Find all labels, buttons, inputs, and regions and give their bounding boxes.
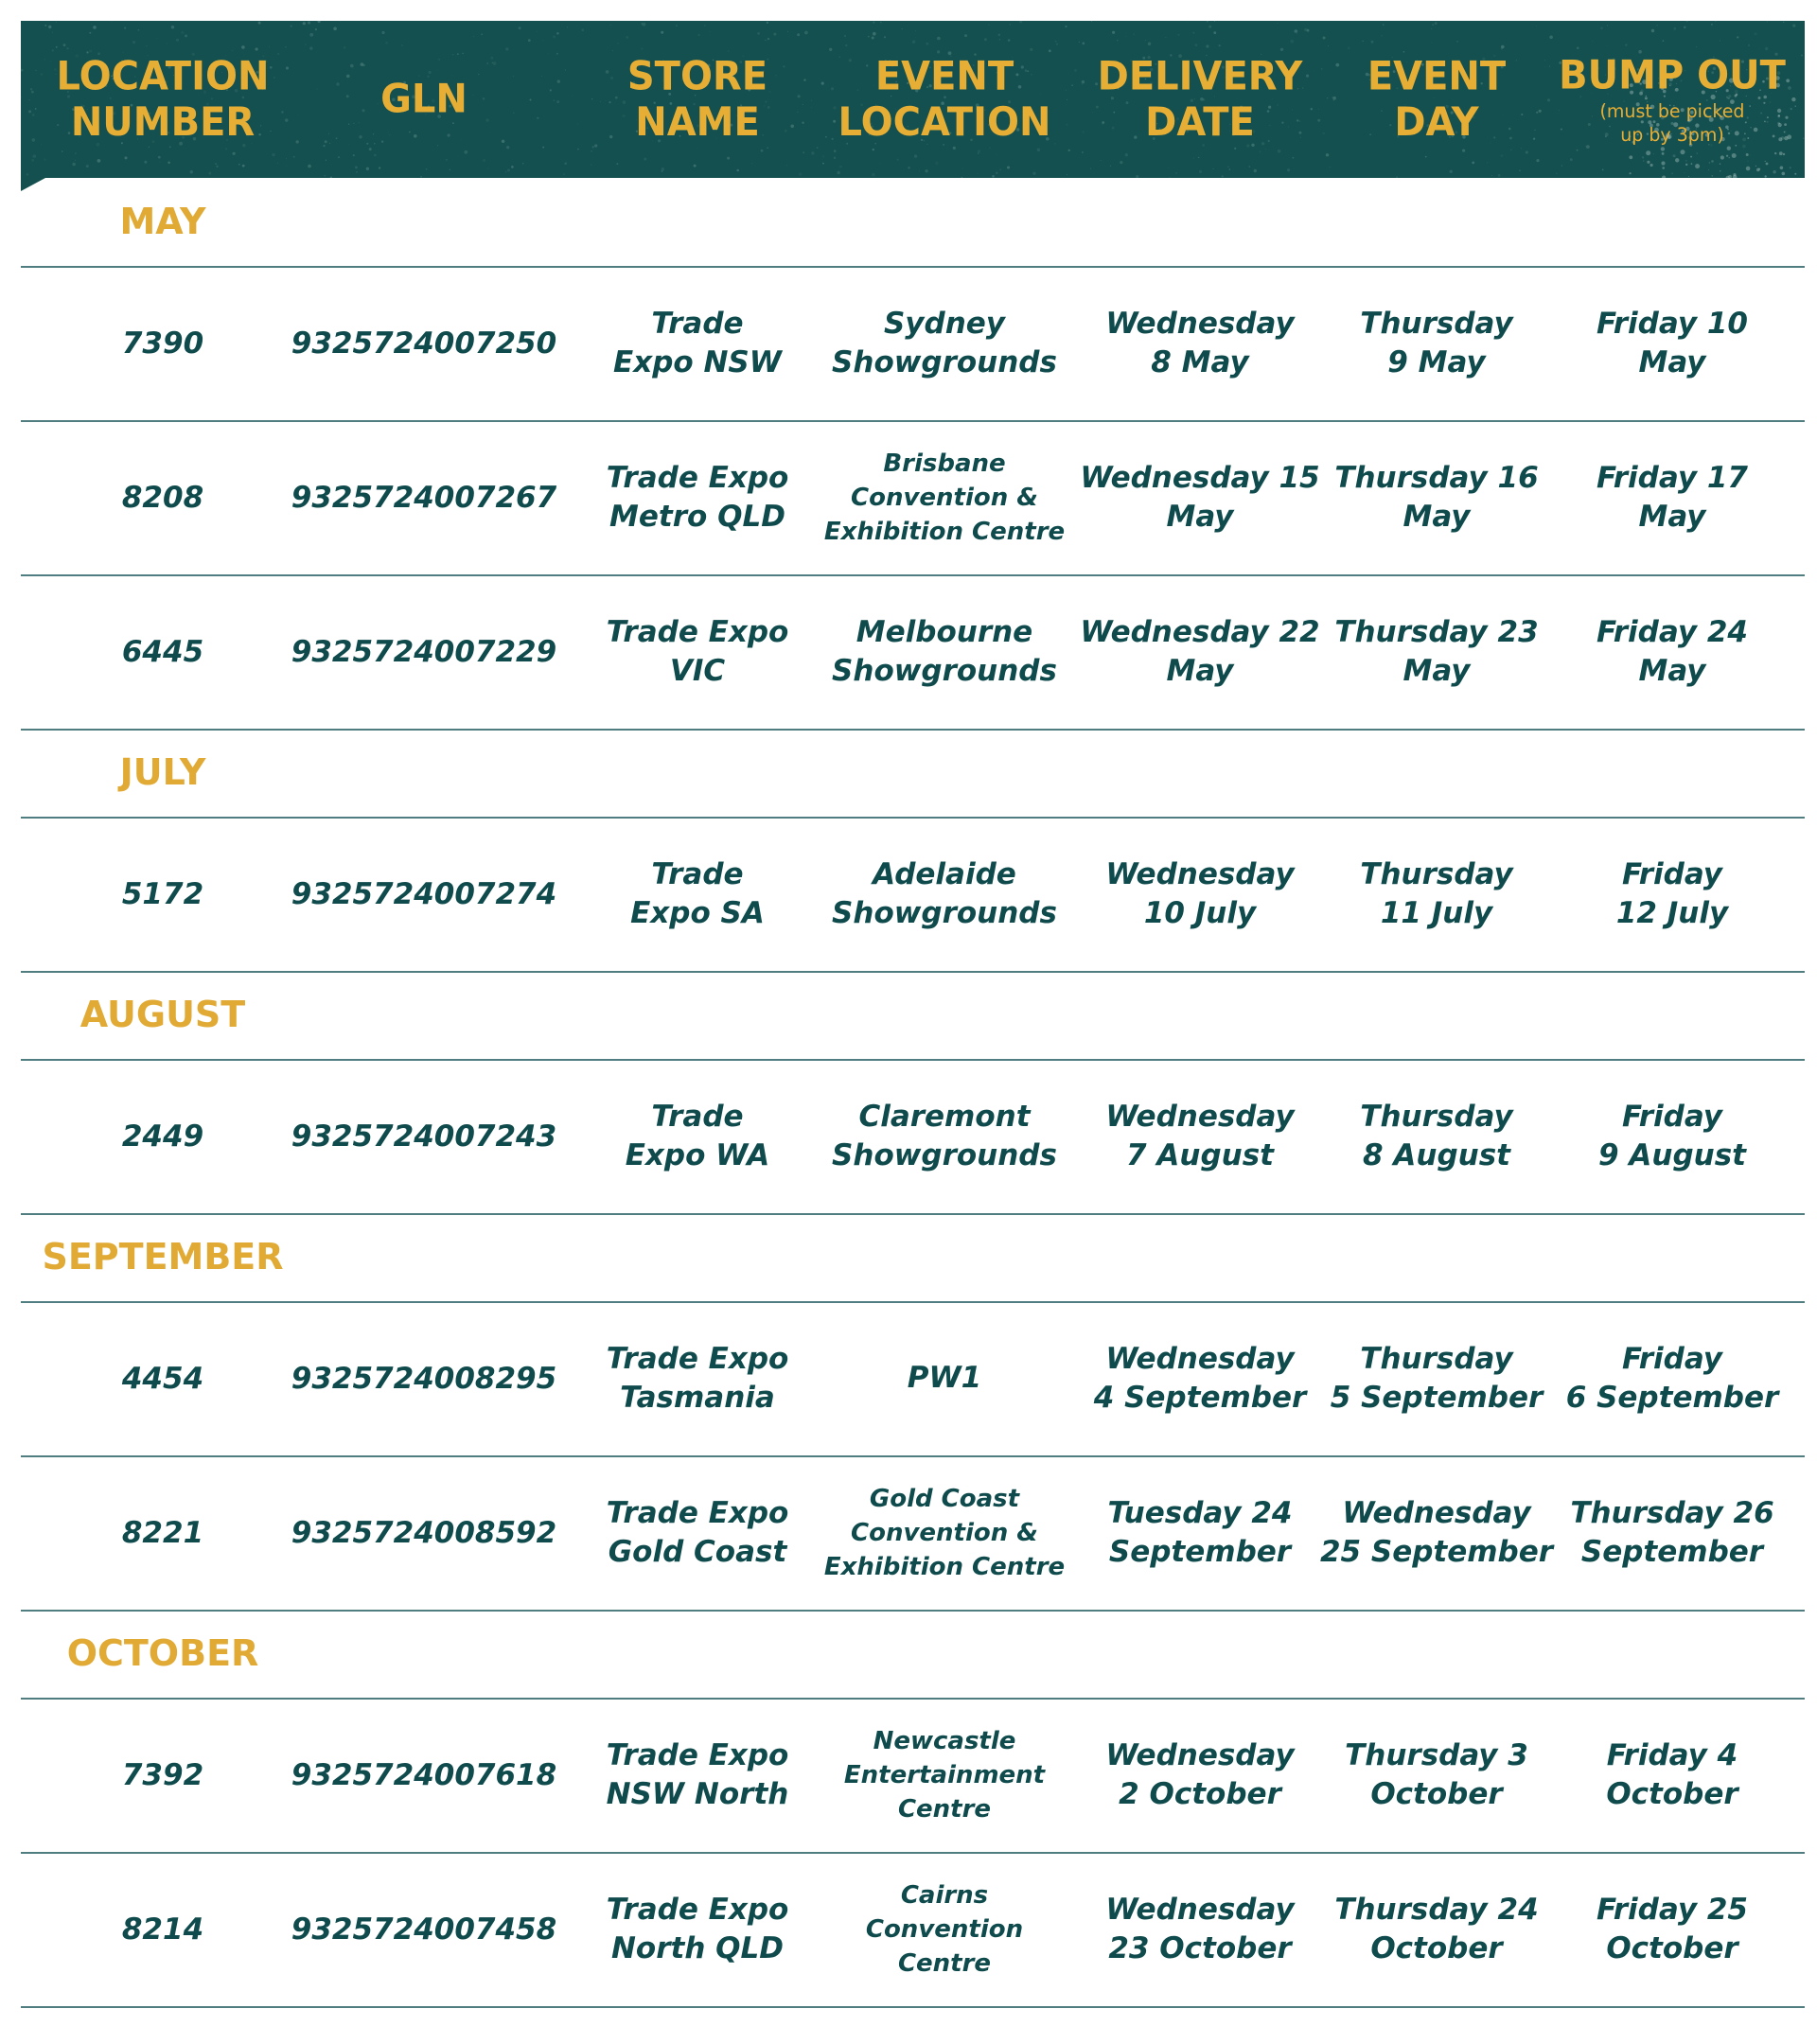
header-label-line: NAME <box>635 99 760 146</box>
cell-text: 9325724007267 <box>291 480 557 515</box>
cell-bump-out <box>1554 817 1791 971</box>
cell-text-line: Thursday 3 <box>1345 1737 1528 1772</box>
header-location-number <box>40 17 286 182</box>
cell-store-name <box>584 1455 811 1610</box>
cell-text-line: Wednesday <box>1105 1099 1295 1134</box>
cell-text-line: Friday <box>1621 1099 1723 1134</box>
month-heading-july: JULY <box>119 750 206 793</box>
cell-text-line: 8 May <box>1151 344 1249 379</box>
cell-delivery-date <box>1077 1455 1323 1610</box>
cell-text-line: Trade Expo <box>606 1737 789 1772</box>
cell-text-line: Wednesday <box>1105 1737 1295 1772</box>
header-label-line: DATE <box>1145 99 1255 146</box>
cell-text-line: May <box>1402 653 1471 688</box>
cell-text-line: Wednesday <box>1105 306 1295 341</box>
cell-text-line: Friday 10 <box>1596 306 1748 341</box>
month-heading-september: SEPTEMBER <box>42 1235 284 1278</box>
cell-event-location <box>821 574 1067 729</box>
header-label-line: BUMP OUT <box>1559 52 1786 98</box>
cell-event-location <box>821 266 1067 420</box>
cell-event-location <box>821 1698 1067 1852</box>
header-label-line: GLN <box>380 76 467 123</box>
header-label-line: STORE <box>626 53 768 99</box>
cell-gln <box>282 1698 566 1852</box>
cell-text-line: 12 July <box>1615 895 1729 930</box>
cell-text-line: Trade <box>651 1099 744 1134</box>
header-delivery-date <box>1077 17 1323 182</box>
cell-location-number <box>40 1455 286 1610</box>
cell-text-line: 9 August <box>1598 1137 1746 1172</box>
cell-event-day <box>1318 266 1555 420</box>
row-divider <box>21 971 1805 973</box>
cell-delivery-date <box>1077 817 1323 971</box>
cell-text-line: Newcastle <box>873 1726 1016 1755</box>
cell-text-line: Tuesday 24 <box>1107 1495 1293 1530</box>
cell-text: 2449 <box>121 1119 204 1154</box>
cell-bump-out <box>1554 1698 1791 1852</box>
cell-text-line: Friday <box>1621 1341 1723 1376</box>
cell-location-number <box>40 420 286 574</box>
cell-text: 6445 <box>121 634 204 669</box>
cell-store-name <box>584 1698 811 1852</box>
cell-text: 4454 <box>121 1361 204 1396</box>
cell-text-line: Gold Coast <box>608 1534 787 1569</box>
cell-text: 9325724007229 <box>291 634 557 669</box>
cell-bump-out <box>1554 1455 1791 1610</box>
cell-text-line: October <box>1370 1930 1503 1965</box>
cell-delivery-date <box>1077 1698 1323 1852</box>
month-heading-may: MAY <box>119 200 206 242</box>
cell-text-line: Trade Expo <box>606 460 789 495</box>
cell-text: 8221 <box>121 1515 204 1550</box>
cell-event-location <box>821 420 1067 574</box>
cell-text: 9325724007243 <box>291 1119 557 1154</box>
cell-delivery-date <box>1077 1059 1323 1213</box>
cell-store-name <box>584 817 811 971</box>
cell-text: 9325724008295 <box>291 1361 557 1396</box>
header-event-day <box>1318 17 1555 182</box>
cell-text-line: Centre <box>897 1948 992 1978</box>
cell-text-line: Wednesday 15 <box>1080 460 1320 495</box>
cell-text-line: October <box>1606 1776 1738 1811</box>
cell-event-day <box>1318 1852 1555 2006</box>
cell-store-name <box>584 574 811 729</box>
header-event-location <box>821 17 1067 182</box>
cell-text-line: Wednesday <box>1105 1892 1295 1927</box>
cell-bump-out <box>1554 574 1791 729</box>
header-sub-note: up by 3pm) <box>1620 124 1724 147</box>
cell-delivery-date <box>1077 574 1323 729</box>
cell-event-day <box>1318 574 1555 729</box>
cell-text-line: North QLD <box>610 1930 785 1965</box>
cell-location-number <box>40 1301 286 1455</box>
cell-text-line: 9 May <box>1387 344 1486 379</box>
cell-bump-out <box>1554 1059 1791 1213</box>
cell-location-number <box>40 574 286 729</box>
cell-text-line: Trade Expo <box>606 614 789 649</box>
header-bump-out <box>1554 17 1791 182</box>
cell-event-location <box>821 1301 1067 1455</box>
cell-text: 9325724007618 <box>291 1757 557 1792</box>
cell-text-line: VIC <box>669 653 726 688</box>
cell-text-line: Cairns <box>900 1880 989 1910</box>
cell-location-number <box>40 266 286 420</box>
cell-text-line: Expo WA <box>625 1137 770 1172</box>
cell-text: 7390 <box>121 326 204 361</box>
cell-text-line: Convention <box>865 1914 1024 1944</box>
cell-text-line: Thursday <box>1360 1341 1513 1376</box>
cell-text-line: Friday 25 <box>1596 1892 1748 1927</box>
cell-location-number <box>40 1059 286 1213</box>
cell-text-line: Melbourne <box>856 614 1033 649</box>
cell-text-line: October <box>1370 1776 1503 1811</box>
cell-location-number <box>40 817 286 971</box>
cell-event-location <box>821 1852 1067 2006</box>
cell-text-line: 8 August <box>1363 1137 1510 1172</box>
header-store-name <box>584 17 811 182</box>
cell-gln <box>282 420 566 574</box>
cell-text-line: PW1 <box>907 1361 982 1395</box>
cell-event-location <box>821 817 1067 971</box>
cell-text-line: 7 August <box>1126 1137 1274 1172</box>
cell-text: 5172 <box>121 876 204 911</box>
cell-text: 9325724007274 <box>291 876 557 911</box>
header-sub-note: (must be picked <box>1599 100 1745 123</box>
cell-text: 9325724007250 <box>291 326 557 361</box>
cell-store-name <box>584 420 811 574</box>
cell-text-line: May <box>1638 344 1706 379</box>
cell-text-line: Friday 4 <box>1606 1737 1738 1772</box>
cell-text-line: May <box>1166 499 1234 534</box>
cell-text-line: Thursday <box>1360 856 1513 891</box>
cell-text: 8208 <box>121 480 204 515</box>
cell-gln <box>282 574 566 729</box>
cell-text-line: 23 October <box>1108 1930 1292 1965</box>
cell-event-day <box>1318 1059 1555 1213</box>
cell-text-line: Tasmania <box>620 1380 775 1415</box>
cell-text-line: Thursday 24 <box>1334 1892 1539 1927</box>
cell-text-line: May <box>1166 653 1234 688</box>
row-divider <box>21 2006 1805 2008</box>
header-label-line: DELIVERY <box>1097 53 1303 99</box>
cell-text-line: Brisbane <box>883 449 1006 478</box>
cell-text-line: Trade Expo <box>606 1495 789 1530</box>
row-divider <box>21 1213 1805 1215</box>
cell-delivery-date <box>1077 1852 1323 2006</box>
cell-text-line: Metro QLD <box>609 499 785 534</box>
cell-text-line: Wednesday <box>1342 1495 1531 1530</box>
cell-text-line: Exhibition Centre <box>823 1552 1066 1581</box>
header-gln <box>282 17 566 182</box>
cell-event-location <box>821 1059 1067 1213</box>
cell-text-line: Trade Expo <box>606 1892 789 1927</box>
cell-text-line: May <box>1638 653 1706 688</box>
cell-text-line: 2 October <box>1119 1776 1281 1811</box>
cell-text-line: 6 September <box>1565 1380 1779 1415</box>
cell-text-line: Showgrounds <box>832 895 1057 930</box>
cell-text: 7392 <box>121 1757 204 1792</box>
cell-gln <box>282 1301 566 1455</box>
cell-event-day <box>1318 1455 1555 1610</box>
cell-text-line: Thursday 26 <box>1570 1495 1774 1530</box>
cell-text-line: Convention & <box>851 483 1038 512</box>
cell-store-name <box>584 1852 811 2006</box>
cell-text-line: 5 September <box>1330 1380 1544 1415</box>
cell-event-location <box>821 1455 1067 1610</box>
cell-event-day <box>1318 420 1555 574</box>
cell-text-line: Friday <box>1621 856 1723 891</box>
cell-text-line: Trade <box>651 306 744 341</box>
cell-bump-out <box>1554 1852 1791 2006</box>
cell-text-line: Expo NSW <box>613 344 782 379</box>
cell-text-line: 4 September <box>1093 1380 1307 1415</box>
cell-text-line: May <box>1402 499 1471 534</box>
cell-text-line: Showgrounds <box>832 653 1057 688</box>
cell-text-line: Claremont <box>858 1099 1031 1134</box>
cell-delivery-date <box>1077 266 1323 420</box>
cell-text-line: September <box>1580 1534 1764 1569</box>
cell-gln <box>282 266 566 420</box>
cell-gln <box>282 1059 566 1213</box>
cell-text: 9325724007458 <box>291 1912 557 1947</box>
cell-text-line: Entertainment <box>843 1760 1046 1789</box>
cell-bump-out <box>1554 420 1791 574</box>
cell-text-line: 11 July <box>1380 895 1493 930</box>
cell-text-line: October <box>1606 1930 1738 1965</box>
cell-text-line: 10 July <box>1143 895 1257 930</box>
cell-text-line: Trade <box>651 856 744 891</box>
cell-text-line: September <box>1108 1534 1292 1569</box>
cell-text-line: Exhibition Centre <box>823 517 1066 546</box>
cell-text-line: Thursday 16 <box>1334 460 1539 495</box>
cell-gln <box>282 817 566 971</box>
cell-text-line: Trade Expo <box>606 1341 789 1376</box>
cell-gln <box>282 1852 566 2006</box>
cell-text: 9325724008592 <box>291 1515 557 1550</box>
cell-text-line: Thursday <box>1360 306 1513 341</box>
header-label-line: NUMBER <box>70 99 256 146</box>
cell-store-name <box>584 1301 811 1455</box>
cell-text-line: Adelaide <box>873 856 1016 891</box>
cell-store-name <box>584 266 811 420</box>
cell-text-line: Friday 17 <box>1596 460 1748 495</box>
cell-text-line: Showgrounds <box>832 344 1057 379</box>
row-divider <box>21 1610 1805 1612</box>
row-divider <box>21 729 1805 731</box>
cell-event-day <box>1318 817 1555 971</box>
cell-text-line: Showgrounds <box>832 1137 1057 1172</box>
cell-text-line: Expo SA <box>630 895 765 930</box>
cell-text-line: Sydney <box>883 306 1006 341</box>
cell-delivery-date <box>1077 1301 1323 1455</box>
cell-text-line: Centre <box>897 1794 992 1824</box>
header-label-line: LOCATION <box>56 53 270 99</box>
cell-bump-out <box>1554 266 1791 420</box>
cell-text-line: Friday 24 <box>1596 614 1748 649</box>
cell-event-day <box>1318 1301 1555 1455</box>
cell-text-line: NSW North <box>606 1776 789 1811</box>
month-heading-august: AUGUST <box>79 993 246 1035</box>
month-heading-october: OCTOBER <box>66 1631 259 1674</box>
cell-text-line: Thursday 23 <box>1334 614 1539 649</box>
cell-text-line: Wednesday 22 <box>1080 614 1320 649</box>
cell-text-line: May <box>1638 499 1706 534</box>
cell-gln <box>282 1455 566 1610</box>
cell-location-number <box>40 1698 286 1852</box>
cell-text: 8214 <box>121 1912 204 1947</box>
cell-text-line: Thursday <box>1360 1099 1513 1134</box>
header-label-line: LOCATION <box>838 99 1051 146</box>
cell-text-line: Convention & <box>851 1518 1038 1547</box>
cell-delivery-date <box>1077 420 1323 574</box>
cell-text-line: Wednesday <box>1105 1341 1295 1376</box>
cell-text-line: Wednesday <box>1105 856 1295 891</box>
cell-text-line: 25 September <box>1319 1534 1554 1569</box>
header-label-line: EVENT <box>1367 53 1507 99</box>
header-label-line: EVENT <box>874 53 1014 99</box>
cell-event-day <box>1318 1698 1555 1852</box>
header-label-line: DAY <box>1394 99 1479 146</box>
cell-location-number <box>40 1852 286 2006</box>
cell-store-name <box>584 1059 811 1213</box>
cell-bump-out <box>1554 1301 1791 1455</box>
cell-text-line: Gold Coast <box>869 1484 1020 1513</box>
